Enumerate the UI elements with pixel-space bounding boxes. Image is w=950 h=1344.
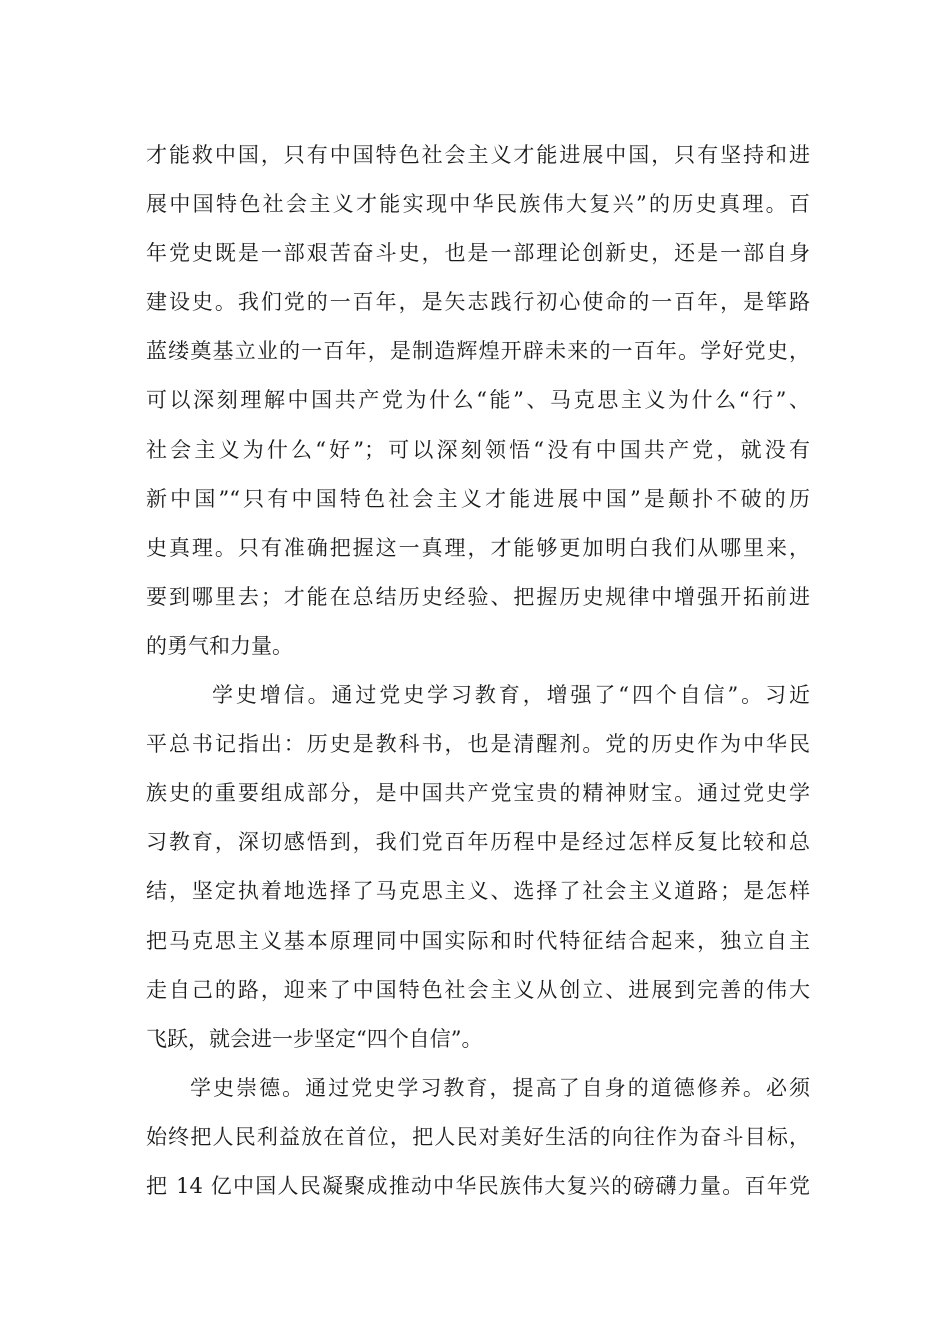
paragraph-1 (146, 131, 810, 671)
text-line: 年党史既是一部艰苦奋斗史，也是一部理论创新史，还是一部自身 (146, 241, 810, 266)
text-line: 新中国”“只有中国特色社会主义才能进展中国”是颠扑不破的历 (146, 486, 810, 511)
paragraph-3 (146, 1064, 810, 1211)
text-line: 把 14 亿中国人民凝聚成推动中华民族伟大复兴的磅礴力量。百年党 (146, 1173, 810, 1198)
text-line: 族史的重要组成部分，是中国共产党宝贵的精神财宝。通过党史学 (146, 781, 810, 806)
text-line: 建设史。我们党的一百年，是矢志践行初心使命的一百年，是筚路 (146, 290, 810, 315)
text-line: 展中国特色社会主义才能实现中华民族伟大复兴”的历史真理。百 (146, 192, 810, 217)
text-line: 要到哪里去；才能在总结历史经验、把握历史规律中增强开拓前进 (146, 584, 810, 609)
text-line: 把马克思主义基本原理同中国实际和时代特征结合起来，独立自主 (146, 928, 810, 953)
text-line: 才能救中国，只有中国特色社会主义才能进展中国，只有坚持和进 (146, 143, 810, 167)
text-line: 结，坚定执着地选择了马克思主义、选择了社会主义道路；是怎样 (146, 879, 810, 904)
document-body (146, 131, 810, 1211)
text-line: 学史崇德。通过党史学习教育，提高了自身的道德修养。必须 (190, 1075, 810, 1100)
text-line: 史真理。只有准确把握这一真理，才能够更加明白我们从哪里来， (146, 535, 810, 560)
text-line: 社会主义为什么“好”；可以深刻领悟“没有中国共产党，就没有 (146, 437, 810, 462)
text-line: 的勇气和力量。 (146, 633, 293, 658)
text-line: 始终把人民利益放在首位，把人民对美好生活的向往作为奋斗目标， (146, 1124, 810, 1149)
text-line: 走自己的路，迎来了中国特色社会主义从创立、进展到完善的伟大 (146, 977, 810, 1002)
text-line: 学史增信。通过党史学习教育，增强了“四个自信”。习近 (212, 683, 810, 708)
text-line: 习教育，深切感悟到，我们党百年历程中是经过怎样反复比较和总 (146, 830, 810, 855)
text-line: 飞跃，就会进一步坚定“四个自信”。 (146, 1026, 483, 1051)
text-line: 平总书记指出：历史是教科书，也是清醒剂。党的历史作为中华民 (146, 732, 810, 757)
text-line: 可以深刻理解中国共产党为什么“能”、马克思主义为什么“行”、 (146, 388, 810, 413)
paragraph-2 (146, 671, 810, 1064)
text-line: 蓝缕奠基立业的一百年，是制造辉煌开辟未来的一百年。学好党史， (146, 339, 810, 364)
